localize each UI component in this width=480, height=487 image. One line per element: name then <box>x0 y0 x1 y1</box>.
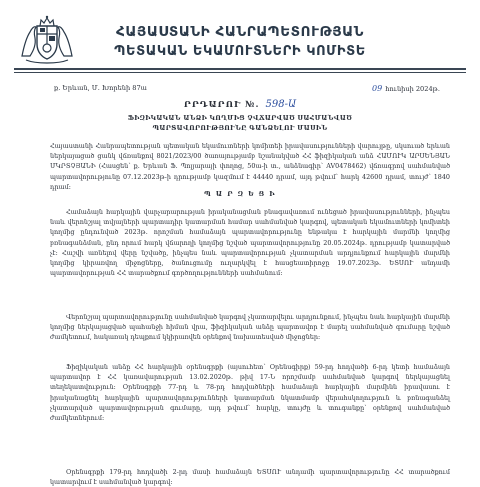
order-label: ՐՐԴԱՐՈՒ №. <box>183 100 260 110</box>
decides-heading: Պ Ա Ր Զ Ե Ց Ի <box>204 190 276 198</box>
body-paragraph-1: Համաձայն հարկային վարչարարության իրականացման բնագավառում ունեցած իրավասությունների, ինչպես նաև վերոնշյալ տվյալների պարտադիր կատարման համար սահմանված կարգով, պետական եկամուտների կոմիտեի կողմից ընդունված 2023թ. որոշման համաձայն պարտավորությունը ենթակա է հարկային մարմնի կողմից բռնագանձման, ընդ որում հարկ վճարողի կողմից նշված պարտավորությունը 20.05.2024թ. դրությամբ կատարված չէ: Հաշվի առնելով վերը նշվածը, ինչպես նաև պարտավորության չկատարման արդյունքում հարկային մարմնի կողմից կիրառվող միջոցները, ծանուցումը ուղարկվել է հասցեատիրոջը 19.07.2023թ. ԵՏՍՈՒ անդամի պարտավորության ՀՀ տարածքում գործողությունների սահմանում: <box>50 208 450 278</box>
subject-line1: ՖԻԶԻԿԱԿԱՆ ԱՆՁԻ ԿՈՂՄԻՑ ՉՎՃԱՐՎԱԾ ՍԱՀՄԱՆՎԱԾ <box>127 114 353 122</box>
body-paragraph-4: Օրենսգրքի 179-րդ հոդվածի 2-րդ մասի համաձայն ԵՏՍՈՒ անդամի պարտավորությունը ՀՀ տարածքում կատարվում է սահմանված կարգով: <box>50 468 450 487</box>
subject-line2: ՊԱՐՏԱՎՈՐՈՒԹՅՈՒՆԸ ԳԱՆՁԵԼՈՒ ՄԱՍԻՆ <box>152 124 328 132</box>
order-number: 598-Ա <box>265 99 297 110</box>
date-day-handwritten: 09 <box>372 84 383 93</box>
document-place: ք. Երևան, Մ. Խորենի 87ա <box>54 84 147 92</box>
body-paragraph-2: Վերոնշյալ պարտավորությունը սահմանված կարգով չկատարվելու արդյունքում, ինչպես նաև հարկային մարմնի կողմից ներկայացված պահանջի հիման վրա, ֆիզիկական անձը պարտավոր է մարել սահմանված գումարը նշված ժամկետում, հակառակ դեպքում կկիրառվեն օրենքով նախատեսված միջոցներ: <box>50 313 450 342</box>
order-heading <box>0 99 480 110</box>
header-divider-thick <box>14 68 466 70</box>
intro-paragraph: Հայաստանի Հանրապետության պետական եկամուտների կոմիտեի իրավասությունների վարույթը, սկսուած երևան ներկայացած ցանկ վճռանքով 8021/2023/00 ծառայությամբ նշանակված ՀՀ ֆիզիկական անձ ՀԱՄՈՒԿ ԱՐՍԵՆՅԱՆ ՄԿՐՏՉՅԱՆԻ (Հասցեն՝ ք. Երևան Ֆ. Պոլյարայի փողոց, 50ա-ի տ., անձնագիր՝ AV0478462) վճռագրով սահմանված պարտավորությունը 07.12.2023թ-ի դրությամբ կազմում է 44440 դրամ, այդ թվում՝ հարկ 42600 դրամ, տույժ՝ 1840 դրամ: <box>50 142 450 191</box>
document-date <box>372 84 440 93</box>
header-title-line2: ՊԵՏԱԿԱՆ ԵԿԱՄՈՒՏՆԵՐԻ ԿՈՄԻՏԵ <box>114 44 366 59</box>
date-month-year: հունիսի 2024թ. <box>385 85 440 93</box>
header-divider-thin <box>14 72 466 73</box>
header-title-line1: ՀԱՅԱՍՏԱՆԻ ՀԱՆՐԱՊԵՏՈՒԹՅԱՆ <box>115 24 365 40</box>
body-paragraph-3: Ֆիզիկական անձը ՀՀ հարկային օրենսգրքի (այսուհետ՝ Օրենսգիրք) 59-րդ հոդվածի 6-րդ կետի համաձայն պարտավոր է ՀՀ կառավարության 13.02.2020թ. թիվ 17-Ն որոշմամբ սահմանված կարգով ներկայացնել տեղեկատվություն: Օրենսգրքի 77-րդ և 78-րդ հոդվածների համաձայն հարկային մարմինն իրավասու է իրականացնել հարկային պարտավորությունների կատարման նկատմամբ վերահսկողություն և բռնագանձել չկատարված պարտավորության գումարը, այդ թվում՝ հարկը, տույժը և տուգանքը՝ օրենքով սահմանված ժամկետներում: <box>50 363 450 423</box>
